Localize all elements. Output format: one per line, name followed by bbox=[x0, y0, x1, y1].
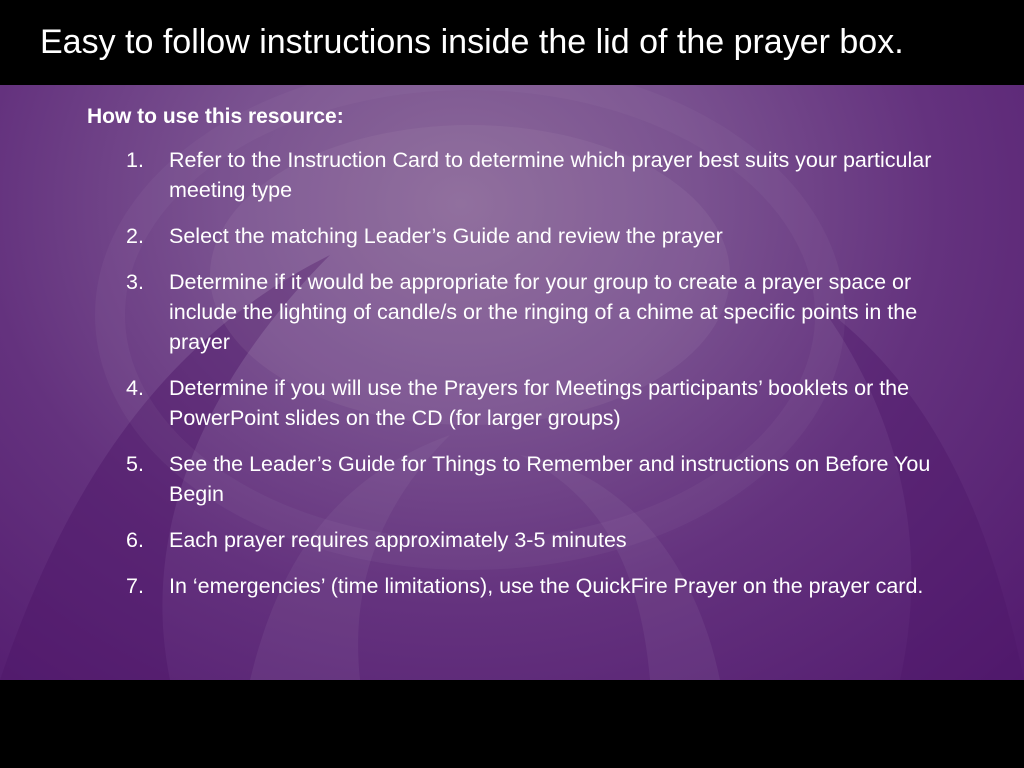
content-panel bbox=[0, 85, 1024, 680]
list-item bbox=[126, 449, 966, 509]
step-text: See the Leader’s Guide for Things to Remember and instructions on Before You Begin bbox=[169, 452, 931, 506]
step-number: 1. bbox=[126, 148, 144, 172]
step-number: 3. bbox=[126, 270, 144, 294]
title-bar bbox=[0, 0, 1024, 85]
step-number: 5. bbox=[126, 452, 144, 476]
step-number: 7. bbox=[126, 574, 144, 598]
list-item bbox=[126, 373, 966, 433]
step-number: 2. bbox=[126, 224, 144, 248]
list-item bbox=[126, 145, 966, 205]
step-text: In ‘emergencies’ (time limitations), use the QuickFire Prayer on the prayer card. bbox=[169, 574, 924, 598]
list-item bbox=[126, 525, 966, 555]
step-number: 6. bbox=[126, 528, 144, 552]
step-text: Select the matching Leader’s Guide and review the prayer bbox=[169, 224, 723, 248]
step-text: Determine if you will use the Prayers for Meetings participants’ booklets or the PowerPoint slides on the CD (for larger groups) bbox=[169, 376, 910, 430]
step-text: Refer to the Instruction Card to determine which prayer best suits your particular meeting type bbox=[169, 148, 932, 202]
slide-title: Easy to follow instructions inside the lid of the prayer box. bbox=[40, 23, 904, 61]
step-text: Each prayer requires approximately 3-5 minutes bbox=[169, 528, 627, 552]
instruction-list bbox=[126, 145, 966, 617]
list-item bbox=[126, 267, 966, 357]
list-item bbox=[126, 571, 966, 601]
bottom-bar bbox=[0, 680, 1024, 768]
step-text: Determine if it would be appropriate for your group to create a prayer space or include the lighting of candle/s or the ringing of a chime at specific points in the prayer bbox=[169, 270, 918, 354]
list-item bbox=[126, 221, 966, 251]
step-number: 4. bbox=[126, 376, 144, 400]
section-heading: How to use this resource: bbox=[87, 105, 344, 128]
